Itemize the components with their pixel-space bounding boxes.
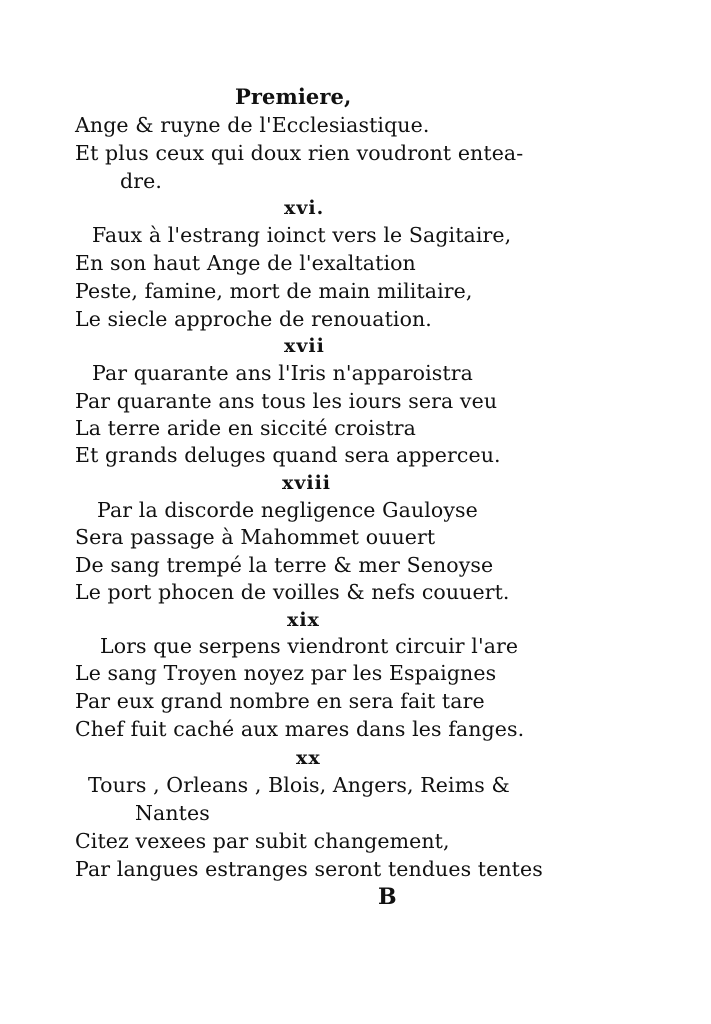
running-head: Premiere, [235, 84, 352, 109]
verse-line: Ange & ruyne de l'Ecclesiastique. [75, 113, 430, 137]
verse-line: Par quarante ans l'Iris n'apparoistra [92, 361, 473, 385]
verse-line: Le port phocen de voilles & nefs couuert. [75, 580, 510, 604]
verse-line: Et grands deluges quand sera apperceu. [75, 443, 501, 467]
verse-line: Et plus ceux qui doux rien voudront entea- [75, 141, 524, 165]
verse-line: La terre aride en siccité croistra [75, 416, 417, 440]
verse-line: Par quarante ans tous les iours sera veu [75, 389, 498, 413]
verse-line: De sang trempé la terre & mer Senoyse [75, 553, 494, 577]
verse-line: Chef fuit caché aux mares dans les fanges. [75, 717, 525, 741]
verse-line: Citez vexees par subit changement, [75, 829, 450, 853]
verse-line: Par eux grand nombre en sera fait tare [75, 689, 485, 713]
quatrain-number: xvi. [284, 197, 325, 219]
quatrain-number: xx [296, 747, 321, 769]
signature-mark: B [378, 884, 397, 910]
verse-line: Le siecle approche de renouation. [75, 307, 432, 331]
verse-line: Sera passage à Mahommet ouuert [75, 525, 436, 549]
verse-line: dre. [120, 169, 162, 193]
quatrain-number: xix [287, 609, 320, 631]
quatrain-number: xvii [284, 335, 325, 357]
verse-line: Nantes [135, 801, 210, 825]
verse-line: Lors que serpens viendront circuir l'are [100, 634, 519, 658]
verse-line: Par la discorde negligence Gauloyse [97, 498, 478, 522]
verse-line: Le sang Troyen noyez par les Espaignes [75, 661, 497, 685]
verse-line: Par langues estranges seront tendues tentes [75, 857, 543, 881]
verse-line: Tours , Orleans , Blois, Angers, Reims & [88, 773, 510, 797]
verse-line: Peste, famine, mort de main militaire, [75, 279, 473, 303]
quatrain-number: xviii [282, 472, 332, 494]
verse-line: En son haut Ange de l'exaltation [75, 251, 416, 275]
verse-line: Faux à l'estrang ioinct vers le Sagitaire, [92, 223, 512, 247]
